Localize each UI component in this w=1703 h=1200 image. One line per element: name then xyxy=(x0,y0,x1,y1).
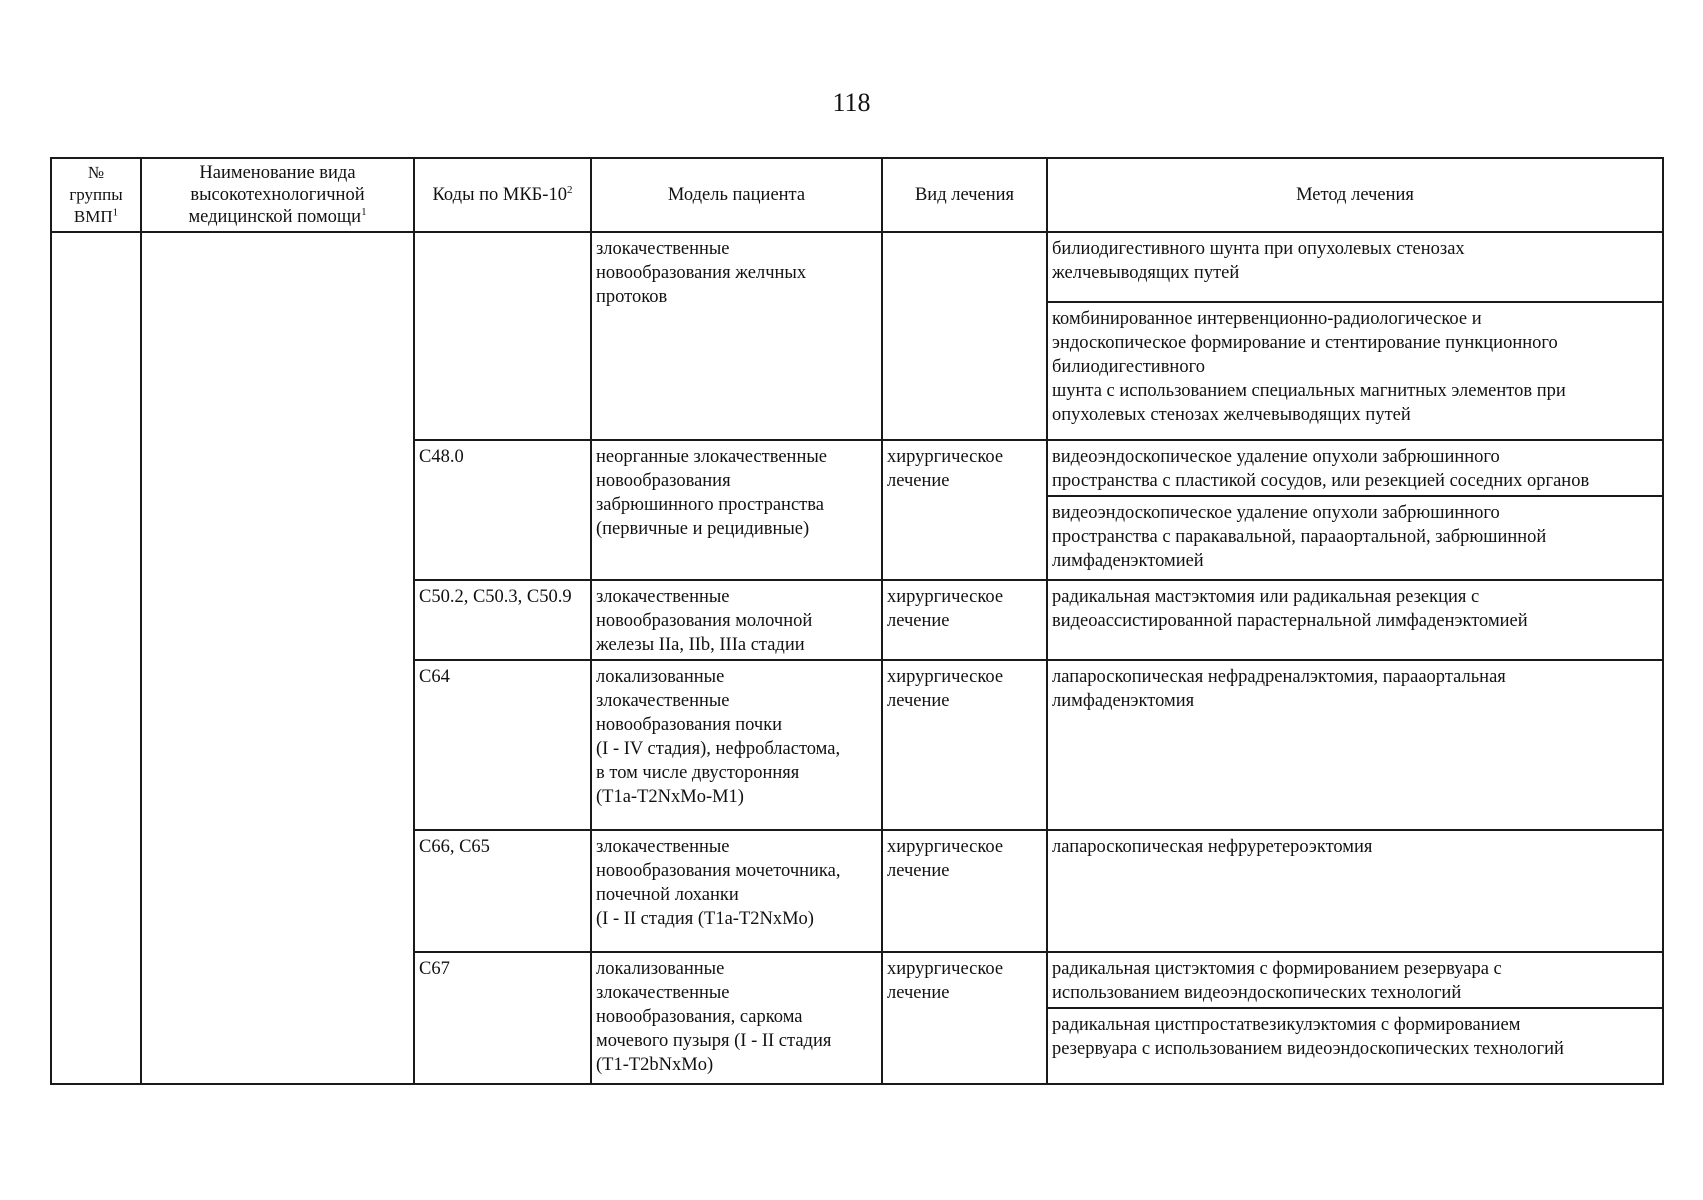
header-group-no: № группы ВМП$^1$ xyxy=(51,158,141,232)
icd-code-cell: C64 xyxy=(414,660,591,830)
icd-code-cell: C48.0 xyxy=(414,440,591,580)
icd-code-cell xyxy=(414,232,591,440)
treatment-method-cell: билиодигестивного шунта при опухолевых стенозах желчевыводящих путей xyxy=(1047,232,1663,302)
treatment-method-cell: радикальная мастэктомия или радикальная резекция с видеоассистированной парастернальной лимфаденэктомией xyxy=(1047,580,1663,660)
vmp-table xyxy=(50,157,1664,1085)
header-treatment-type: Вид лечения xyxy=(882,158,1047,232)
treatment-type-cell: хирургическое лечение xyxy=(882,830,1047,952)
icd-code-cell: C50.2, C50.3, C50.9 xyxy=(414,580,591,660)
header-patient-model: Модель пациента xyxy=(591,158,882,232)
patient-model-cell: злокачественные новообразования мочеточника, почечной лоханки (I - II стадия (T1a-T2NxMo) xyxy=(591,830,882,952)
group-no-cell xyxy=(51,232,141,1084)
treatment-method-cell: радикальная цистпростатвезикулэктомия с формированием резервуара с использованием видеоэндоскопических технологий xyxy=(1047,1008,1663,1084)
header-vmp-name: Наименование вида высокотехнологичной медицинской помощи$^1$ xyxy=(141,158,414,232)
patient-model-cell: неорганные злокачественные новообразования забрюшинного пространства (первичные и рецидивные) xyxy=(591,440,882,580)
vmp-name-cell xyxy=(141,232,414,1084)
treatment-method-cell: комбинированное интервенционно-радиологическое и эндоскопическое формирование и стентирование пункционного билиодигестивного шунта с использованием специальных магнитных элементов при опухолевых стенозах желчевыводящих путей xyxy=(1047,302,1663,440)
treatment-type-cell: хирургическое лечение xyxy=(882,440,1047,580)
page-number: 118 xyxy=(832,88,871,117)
treatment-method-cell: лапароскопическая нефрадреналэктомия, парааортальная лимфаденэктомия xyxy=(1047,660,1663,830)
header-treatment-method: Метод лечения xyxy=(1047,158,1663,232)
treatment-type-cell: хирургическое лечение xyxy=(882,952,1047,1084)
treatment-method-cell: радикальная цистэктомия с формированием резервуара с использованием видеоэндоскопических технологий xyxy=(1047,952,1663,1008)
treatment-type-cell: хирургическое лечение xyxy=(882,660,1047,830)
treatment-method-cell: видеоэндоскопическое удаление опухоли забрюшинного пространства с паракавальной, парааортальной, забрюшинной лимфаденэктомией xyxy=(1047,496,1663,580)
treatment-method-cell: лапароскопическая нефруретероэктомия xyxy=(1047,830,1663,952)
treatment-method-cell: видеоэндоскопическое удаление опухоли забрюшинного пространства с пластикой сосудов, или резекцией соседних органов xyxy=(1047,440,1663,496)
patient-model-cell: злокачественные новообразования желчных протоков xyxy=(591,232,882,440)
icd-code-cell: C67 xyxy=(414,952,591,1084)
table-row xyxy=(51,232,1663,302)
patient-model-cell: локализованные злокачественные новообразования почки (I - IV стадия), нефробластома, в том числе двусторонняя (T1a-T2NxMo-M1) xyxy=(591,660,882,830)
header-row xyxy=(51,158,1663,232)
treatment-type-cell xyxy=(882,232,1047,440)
header-icd-codes: Коды по МКБ-$10^2$ xyxy=(414,158,591,232)
icd-code-cell: C66, C65 xyxy=(414,830,591,952)
treatment-type-cell: хирургическое лечение xyxy=(882,580,1047,660)
patient-model-cell: злокачественные новообразования молочной железы IIa, IIb, IIIa стадии xyxy=(591,580,882,660)
patient-model-cell: локализованные злокачественные новообразования, саркома мочевого пузыря (I - II стадия (T1-T2bNxMo) xyxy=(591,952,882,1084)
